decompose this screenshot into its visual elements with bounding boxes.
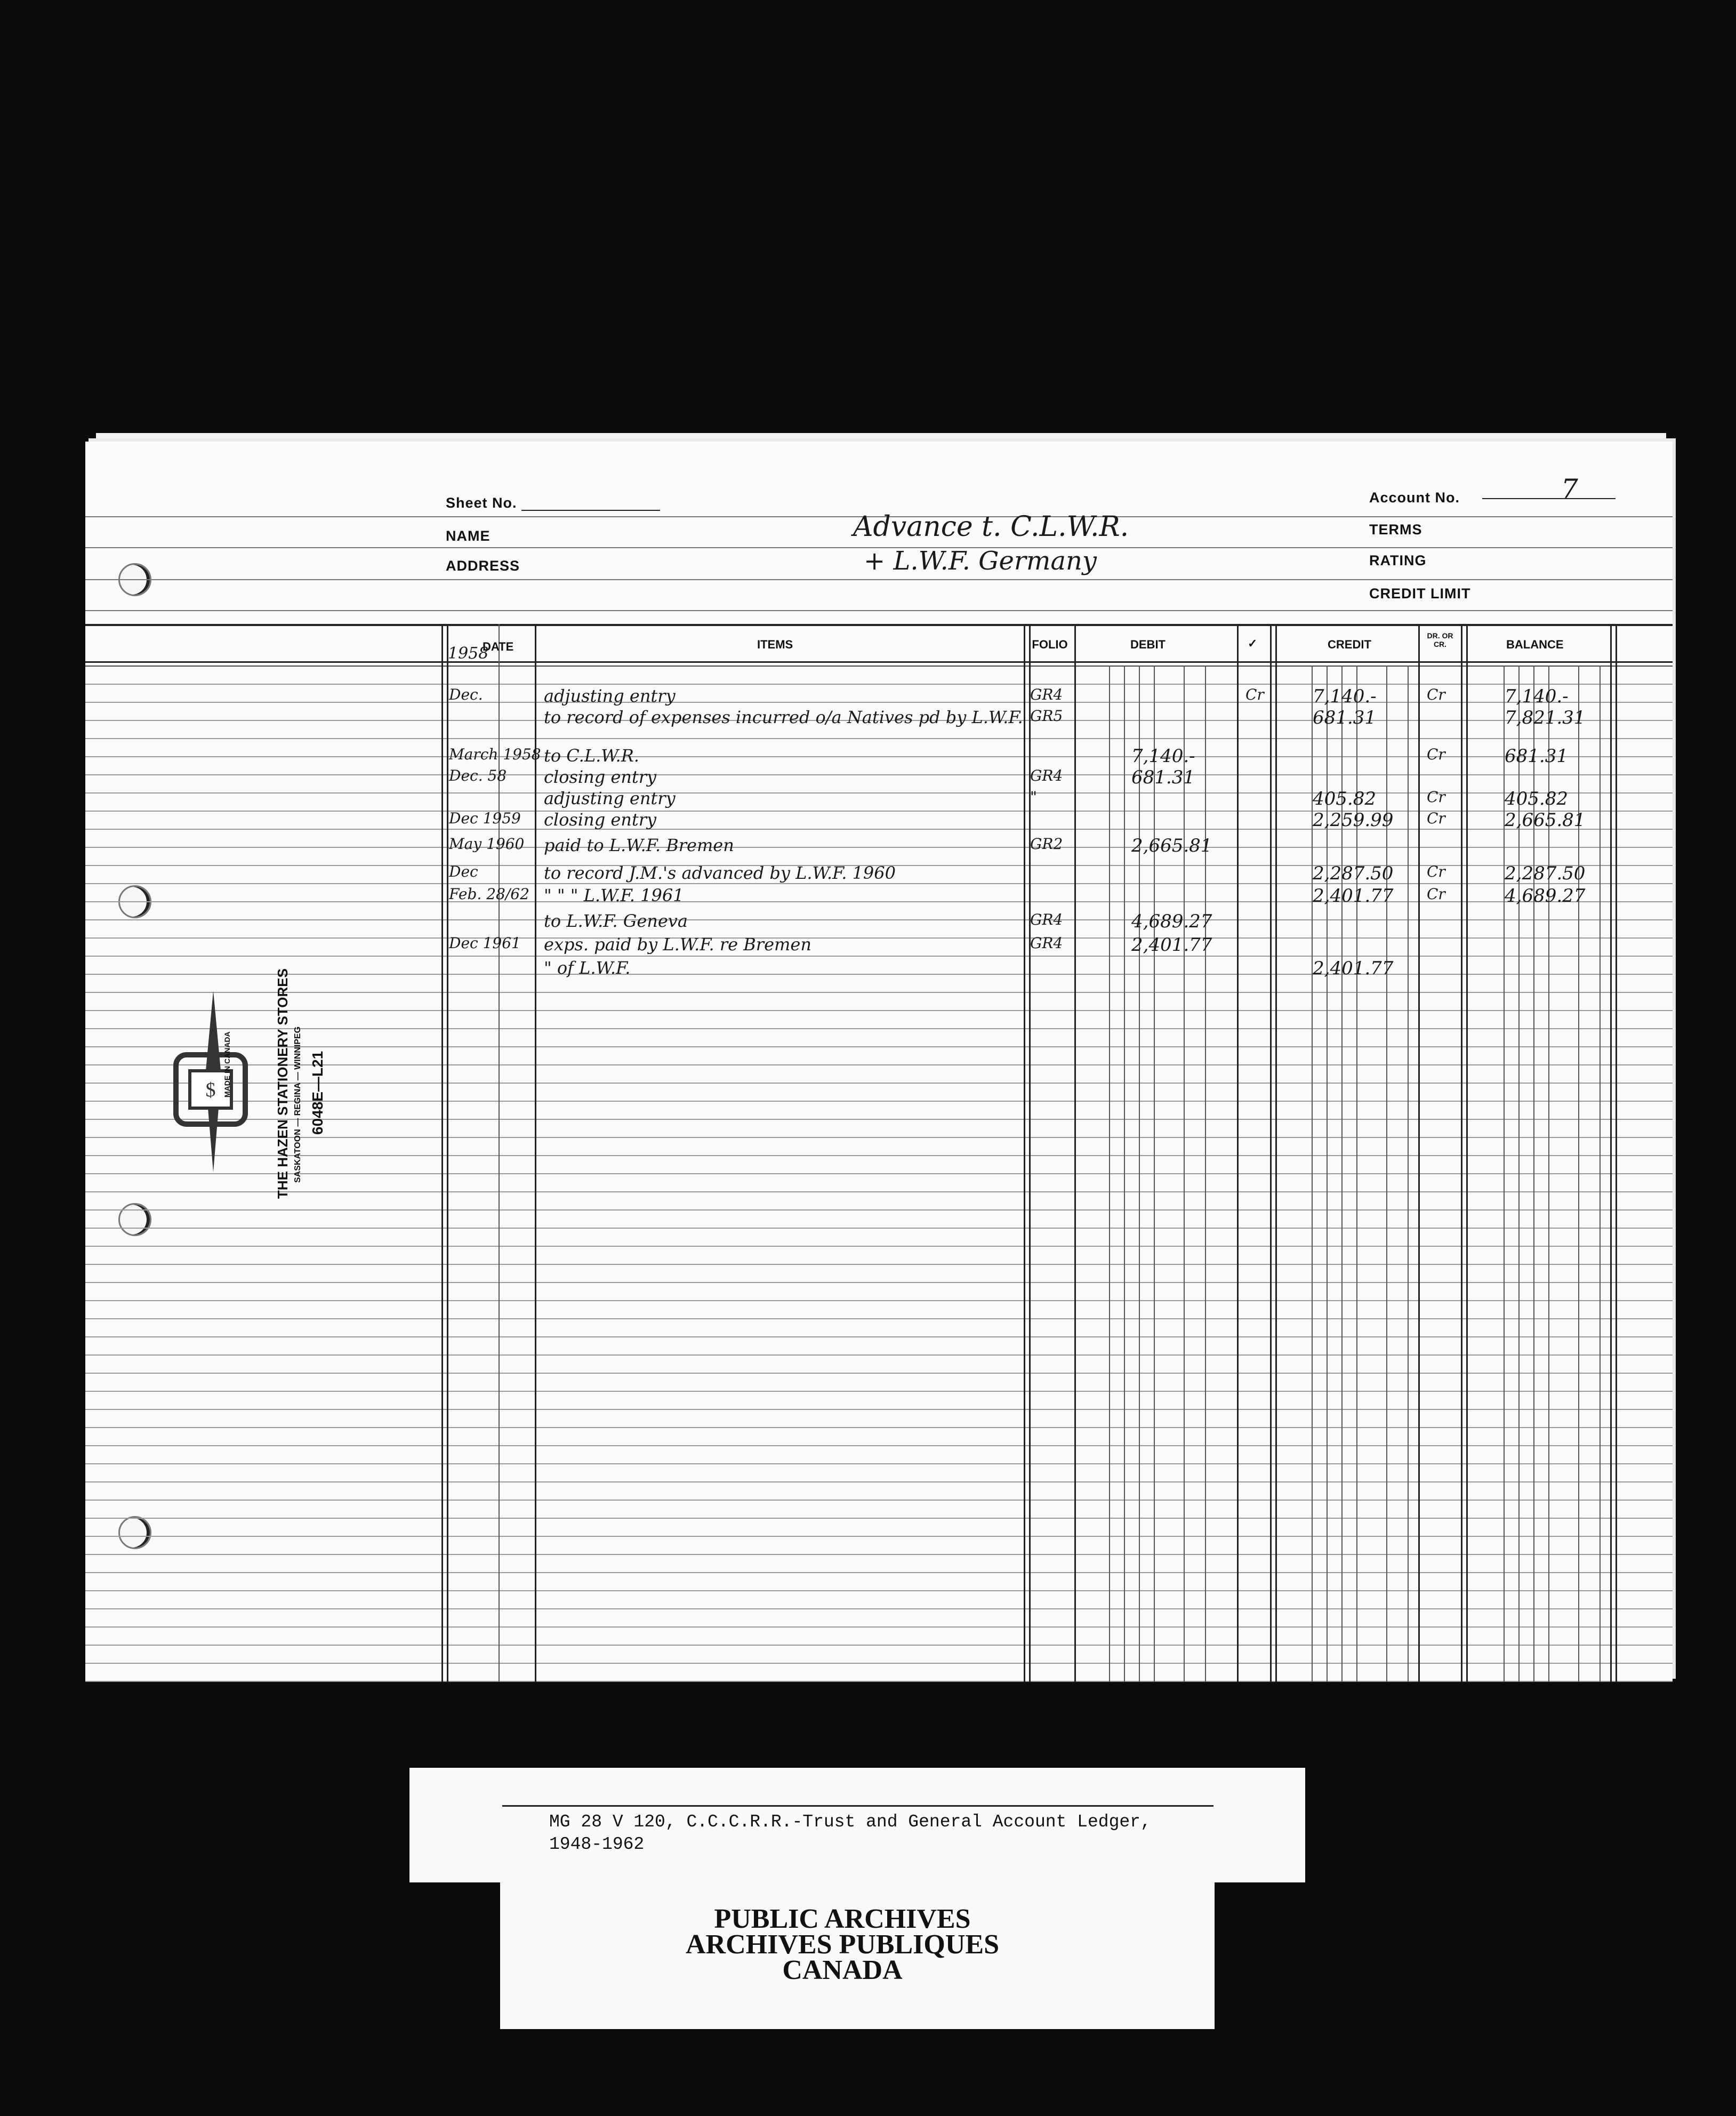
- column-divider: [1074, 624, 1076, 1682]
- ledger-rule: [85, 956, 1673, 957]
- ledger-rule: [85, 1318, 1673, 1319]
- ledger-rule: [85, 1336, 1673, 1337]
- address-label: ADDRESS: [446, 558, 520, 574]
- entry-credit: 2,287.50: [1313, 863, 1394, 884]
- ledger-rule: [85, 1409, 1673, 1410]
- ledger-rule: [85, 1300, 1673, 1301]
- entry-item: closing entry: [544, 767, 657, 787]
- public-archives-line1: PUBLIC ARCHIVES: [714, 1904, 971, 1934]
- entry-debit: 2,401.77: [1131, 934, 1212, 956]
- ledger-rule: [85, 1481, 1673, 1482]
- entry-credit: 2,401.77: [1313, 958, 1394, 979]
- ledger-rule: [85, 883, 1673, 884]
- ledger-rule: [85, 937, 1673, 939]
- entry-item: exps. paid by L.W.F. re Bremen: [544, 934, 811, 955]
- punch-hole-icon: [118, 1516, 151, 1549]
- entry-item: to L.W.F. Geneva: [544, 911, 688, 931]
- ledger-rule: [85, 1590, 1673, 1591]
- credit-header: CREDIT: [1328, 638, 1371, 651]
- ledger-rule: [85, 738, 1673, 739]
- entry-item: " " " L.W.F. 1961: [544, 885, 684, 905]
- entry-item: to record of expenses incurred o/a Natives pd by L.W.F.: [544, 707, 1023, 727]
- table-top-rule: [85, 624, 1673, 626]
- entry-credit: 681.31: [1313, 707, 1376, 728]
- entry-balance: 7,821.31: [1505, 707, 1586, 728]
- entry-date: Dec. 58: [449, 767, 507, 784]
- ledger-rule: [85, 1391, 1673, 1392]
- ledger-rule: [85, 1681, 1673, 1682]
- ledger-rule: [85, 1246, 1673, 1247]
- ledger-rule: [85, 829, 1673, 830]
- column-divider: [1418, 624, 1420, 1682]
- ledger-rule: [85, 774, 1673, 775]
- entry-date: Dec.: [449, 686, 483, 703]
- entry-balance: 2,287.50: [1505, 863, 1586, 884]
- table-head-rule: [85, 661, 1673, 663]
- sheet-no-line: [521, 510, 660, 511]
- check-header: ✓: [1248, 637, 1258, 650]
- account-no-line: [1482, 498, 1616, 499]
- entry-balance: 681.31: [1505, 746, 1568, 767]
- ledger-rule: [85, 1173, 1673, 1174]
- ledger-rule: [85, 1264, 1673, 1265]
- address-value: + L.W.F. Germany: [864, 546, 1097, 576]
- entry-drcr: Cr: [1427, 809, 1445, 827]
- entry-drcr: Cr: [1427, 746, 1445, 763]
- entry-folio: GR4: [1030, 911, 1063, 928]
- ledger-rule: [85, 1608, 1673, 1609]
- year-mark: 1958: [448, 644, 489, 663]
- column-divider: [1616, 624, 1617, 1682]
- entry-item: adjusting entry: [544, 788, 676, 808]
- entry-balance: 405.82: [1505, 788, 1568, 809]
- column-divider: [1610, 624, 1612, 1682]
- punch-hole-icon: [118, 1203, 151, 1236]
- column-divider: [1600, 666, 1601, 1682]
- archive-reference-line2: 1948-1962: [549, 1834, 645, 1854]
- column-divider: [1139, 666, 1140, 1682]
- ledger-rule: [85, 974, 1673, 975]
- ledger-rule: [85, 1010, 1673, 1011]
- entry-drcr: Cr: [1427, 863, 1445, 880]
- folio-header: FOLIO: [1032, 638, 1068, 651]
- column-divider: [1124, 666, 1125, 1682]
- ledger-rule: [85, 1137, 1673, 1138]
- entry-date: Dec 1961: [449, 934, 521, 952]
- header-rule: [85, 579, 1673, 580]
- entry-folio: ": [1030, 788, 1037, 806]
- ledger-rule: [85, 847, 1673, 848]
- public-archives-line2: ARCHIVES PUBLIQUES: [685, 1929, 1000, 1960]
- entry-date: Feb. 28/62: [449, 885, 529, 903]
- entry-debit: 4,689.27: [1131, 911, 1212, 932]
- ledger-rule: [85, 1209, 1673, 1211]
- hazen-logo-icon: [165, 991, 261, 1172]
- name-label: NAME: [446, 528, 491, 544]
- ledger-rule: [85, 1663, 1673, 1664]
- entry-folio: GR4: [1030, 934, 1063, 952]
- credit-limit-label: CREDIT LIMIT: [1369, 586, 1471, 602]
- entry-credit: 405.82: [1313, 788, 1376, 809]
- entry-drcr: Cr: [1427, 885, 1445, 903]
- ledger-rule: [85, 1536, 1673, 1537]
- debit-header: DEBIT: [1130, 638, 1166, 651]
- entry-item: closing entry: [544, 809, 657, 830]
- entry-debit: 2,665.81: [1131, 835, 1212, 856]
- ledger-rule: [85, 1427, 1673, 1428]
- ledger-rule: [85, 1463, 1673, 1464]
- column-divider: [1109, 666, 1110, 1682]
- entry-balance: 2,665.81: [1505, 809, 1586, 831]
- entry-folio: GR2: [1030, 835, 1063, 853]
- name-value: Advance t. C.L.W.R.: [853, 511, 1129, 543]
- entry-date: Dec: [449, 863, 478, 880]
- ledger-rule: [85, 1626, 1673, 1628]
- column-divider: [1270, 624, 1272, 1682]
- entry-drcr: Cr: [1427, 686, 1445, 703]
- brand-line2: SASKATOON — REGINA — WINNIPEG: [293, 1026, 302, 1183]
- archive-reference-line1: MG 28 V 120, C.C.C.R.R.-Trust and General Account Ledger,: [549, 1812, 1151, 1832]
- column-divider: [1408, 666, 1409, 1682]
- entry-balance: 7,140.-: [1505, 686, 1569, 707]
- ledger-rule: [85, 1572, 1673, 1573]
- entry-date: March 1958: [449, 746, 541, 763]
- brand-made: MADE IN CANADA: [223, 1031, 231, 1097]
- entry-debit: 681.31: [1131, 767, 1195, 788]
- sheet-no-label: Sheet No.: [446, 495, 517, 511]
- ledger-rule: [85, 1373, 1673, 1374]
- ledger-rule: [85, 1282, 1673, 1283]
- column-divider: [1461, 624, 1462, 1682]
- ledger-rule: [85, 1028, 1673, 1029]
- ledger-rule: [85, 992, 1673, 993]
- ledger-rule: [85, 1228, 1673, 1229]
- items-header: ITEMS: [757, 638, 793, 651]
- entry-item: to C.L.W.R.: [544, 746, 639, 766]
- entry-item: " of L.W.F.: [544, 958, 631, 978]
- entry-item: adjusting entry: [544, 686, 676, 706]
- column-divider: [1154, 666, 1155, 1682]
- brand-line1: THE HAZEN STATIONERY STORES: [275, 968, 291, 1199]
- ledger-rule: [85, 1445, 1673, 1446]
- ledger-rule: [85, 1645, 1673, 1646]
- column-divider: [1237, 624, 1239, 1682]
- ledger-rule: [85, 1155, 1673, 1156]
- ledger-rule: [85, 684, 1673, 685]
- header-rule: [85, 610, 1673, 611]
- ledger-rule: [85, 1354, 1673, 1356]
- column-divider: [1275, 624, 1277, 1682]
- ledger-rule: [85, 1518, 1673, 1519]
- column-divider: [447, 624, 448, 1682]
- archive-label-tab: [409, 1768, 503, 1882]
- archive-label-tab: [1213, 1768, 1305, 1882]
- table-head-rule: [85, 666, 1673, 667]
- entry-balance: 4,689.27: [1505, 885, 1586, 907]
- balance-header: BALANCE: [1506, 638, 1564, 651]
- ledger-rule: [85, 1554, 1673, 1555]
- entry-drcr: Cr: [1427, 788, 1445, 806]
- entry-debit: 7,140.-: [1131, 746, 1195, 767]
- entry-date: Dec 1959: [449, 809, 521, 827]
- ledger-sheet: [85, 442, 1673, 1682]
- ledger-rule: [85, 1191, 1673, 1192]
- drcr-header: DR. OR CR.: [1427, 631, 1453, 648]
- column-divider: [1024, 624, 1025, 1682]
- column-divider: [441, 624, 443, 1682]
- column-divider: [535, 624, 536, 1682]
- account-no-value: 7: [1561, 474, 1578, 504]
- ledger-rule: [85, 1500, 1673, 1501]
- public-archives-line3: CANADA: [782, 1955, 903, 1985]
- column-divider: [1184, 666, 1185, 1682]
- terms-label: TERMS: [1369, 522, 1422, 538]
- ledger-rule: [85, 1046, 1673, 1047]
- entry-credit: 7,140.-: [1313, 686, 1377, 707]
- entry-folio: GR4: [1030, 686, 1063, 703]
- entry-item: paid to L.W.F. Bremen: [544, 835, 734, 855]
- entry-credit: 2,401.77: [1313, 885, 1394, 907]
- entry-credit: 2,259.99: [1313, 809, 1394, 831]
- ledger-rule: [85, 919, 1673, 920]
- account-no-label: Account No.: [1369, 490, 1460, 506]
- column-divider: [1205, 666, 1206, 1682]
- entry-item: to record J.M.'s advanced by L.W.F. 1960: [544, 863, 896, 883]
- date-header: DATE: [483, 640, 514, 653]
- entry-credit-mark: Cr: [1245, 686, 1264, 703]
- entry-date: May 1960: [449, 835, 525, 853]
- brand-code: 6048E—L21: [309, 1051, 326, 1135]
- entry-folio: GR5: [1030, 707, 1063, 725]
- rating-label: RATING: [1369, 552, 1427, 568]
- archive-label-border: [502, 1805, 1213, 1807]
- svg-text:$: $: [205, 1079, 216, 1101]
- column-divider: [1466, 624, 1468, 1682]
- entry-folio: GR4: [1030, 767, 1063, 784]
